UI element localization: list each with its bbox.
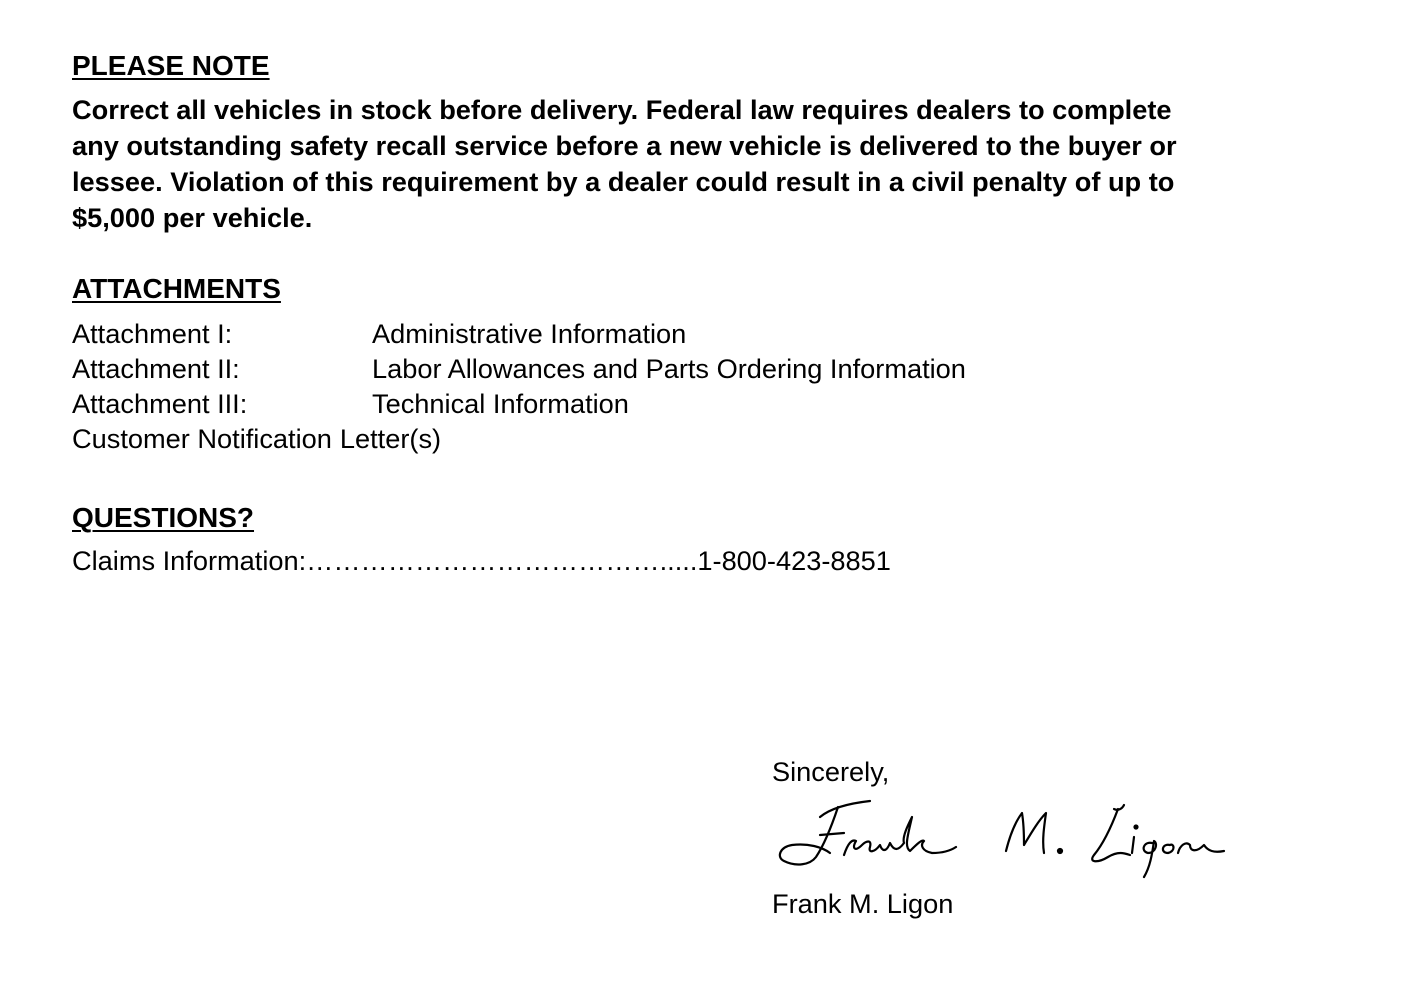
claims-info-line: Claims Information:………………………………….....1-800-423-8851 [72,545,891,576]
please-note-heading: PLEASE NOTE [72,50,270,81]
attachment-description: Labor Allowances and Parts Ordering Information [372,353,966,384]
attachments-list [72,316,966,456]
questions-heading: QUESTIONS? [72,502,255,533]
attachment-description: Letter(s) [339,423,442,454]
attachment-label: Attachment I: [72,318,233,349]
attachment-label: Attachment II: [72,353,240,384]
attachment-row [72,316,966,351]
handwritten-signature [772,795,1232,885]
attachment-label: Customer Notification [72,423,332,454]
notice-line: $5,000 per vehicle. [72,202,313,233]
notice-line: Correct all vehicles in stock before delivery. Federal law requires dealers to complete [72,94,1172,125]
attachment-description: Administrative Information [372,318,687,349]
recall-notice-paragraph [72,92,1334,236]
attachment-row [72,351,966,386]
attachment-row [72,421,966,456]
signer-name: Frank M. Ligon [772,888,954,919]
attachment-description: Technical Information [372,388,629,419]
attachment-row [72,386,966,421]
notice-line: any outstanding safety recall service before a new vehicle is delivered to the buyer or [72,130,1177,161]
closing-salutation: Sincerely, [772,756,890,787]
notice-line: lessee. Violation of this requirement by a dealer could result in a civil penalty of up to [72,166,1175,197]
attachments-heading: ATTACHMENTS [72,273,281,304]
attachment-label: Attachment III: [72,388,248,419]
